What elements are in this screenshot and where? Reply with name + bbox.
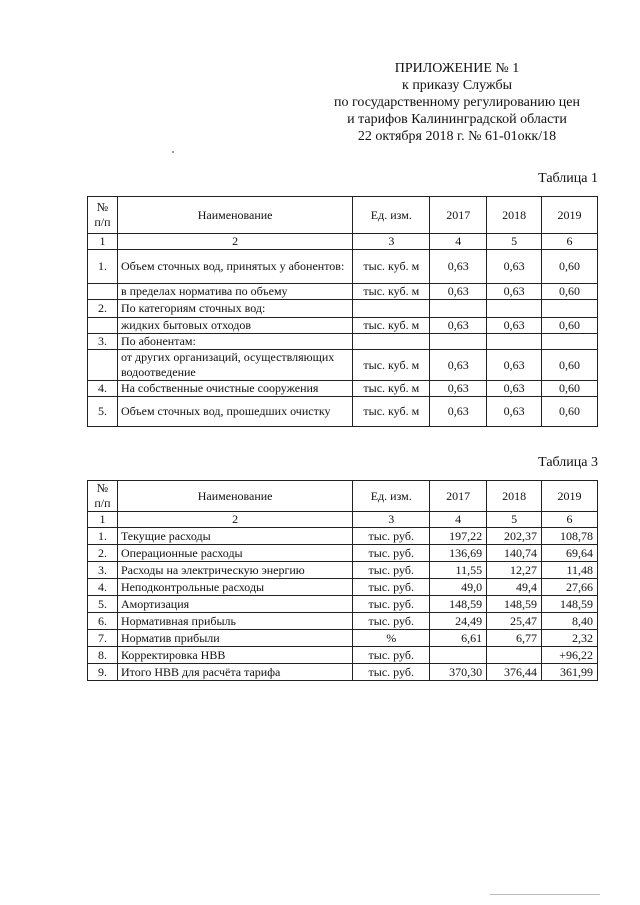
- row-number: 6.: [88, 613, 118, 630]
- value-2019: [542, 334, 598, 350]
- row-unit: тыс. куб. м: [353, 381, 430, 397]
- row-name: от других организаций, осуществляющих водоотведение: [117, 350, 352, 381]
- value-2017: [430, 334, 487, 350]
- table-row: [88, 579, 598, 596]
- row-name: Расходы на электрическую энергию: [117, 562, 352, 579]
- col-header-unit: Ед. изм.: [353, 481, 430, 512]
- value-2018: 49,4: [487, 579, 542, 596]
- row-name: На собственные очистные сооружения: [117, 381, 352, 397]
- row-unit: тыс. руб.: [353, 596, 430, 613]
- table-row: [88, 664, 598, 681]
- value-2019: [542, 300, 598, 318]
- value-2018: 6,77: [487, 630, 542, 647]
- col-number: 3: [353, 234, 430, 250]
- col-number: 6: [542, 512, 598, 528]
- col-number: 1: [88, 512, 118, 528]
- table3-body: [88, 528, 598, 681]
- value-2018: 0,63: [487, 318, 542, 334]
- value-2017: 0,63: [430, 250, 487, 284]
- row-number: [88, 350, 118, 381]
- table-row: [88, 381, 598, 397]
- col-header-number: № п/п: [88, 481, 118, 512]
- value-2017: 148,59: [430, 596, 487, 613]
- row-number: [88, 284, 118, 300]
- table-row: [88, 528, 598, 545]
- table3-column-numbers-row: [88, 512, 598, 528]
- value-2017: 197,22: [430, 528, 487, 545]
- col-header-2019: 2019: [542, 197, 598, 234]
- table-row: [88, 647, 598, 664]
- row-unit: тыс. руб.: [353, 545, 430, 562]
- col-number: 6: [542, 234, 598, 250]
- row-unit: тыс. руб.: [353, 562, 430, 579]
- table1-header-row: [88, 197, 598, 234]
- appendix-title: ПРИЛОЖЕНИЕ № 1: [394, 61, 520, 76]
- col-number: 5: [487, 234, 542, 250]
- col-header-2017: 2017: [430, 197, 487, 234]
- value-2017: 0,63: [430, 284, 487, 300]
- row-number: 9.: [88, 664, 118, 681]
- row-unit: %: [353, 630, 430, 647]
- value-2019: 0,60: [542, 318, 598, 334]
- value-2018: 0,63: [487, 284, 542, 300]
- col-number: 1: [88, 234, 118, 250]
- table-3: [87, 480, 598, 681]
- col-header-2017: 2017: [430, 481, 487, 512]
- value-2018: 202,37: [487, 528, 542, 545]
- table3-header-row: [88, 481, 598, 512]
- col-number: 2: [117, 234, 352, 250]
- row-unit: тыс. руб.: [353, 664, 430, 681]
- value-2019: 8,40: [542, 613, 598, 630]
- row-number: 3.: [88, 562, 118, 579]
- row-unit: [353, 334, 430, 350]
- row-unit: тыс. куб. м: [353, 250, 430, 284]
- row-name: Операционные расходы: [117, 545, 352, 562]
- row-number: 3.: [88, 334, 118, 350]
- table-row: [88, 300, 598, 318]
- value-2017: 370,30: [430, 664, 487, 681]
- value-2019: 0,60: [542, 397, 598, 427]
- value-2017: 0,63: [430, 397, 487, 427]
- table-row: [88, 562, 598, 579]
- row-number: 2.: [88, 545, 118, 562]
- value-2019: 0,60: [542, 250, 598, 284]
- row-number: 1.: [88, 528, 118, 545]
- col-number: 3: [353, 512, 430, 528]
- value-2019: 361,99: [542, 664, 598, 681]
- value-2018: 12,27: [487, 562, 542, 579]
- value-2019: 0,60: [542, 381, 598, 397]
- col-number: 4: [430, 512, 487, 528]
- table-row: [88, 334, 598, 350]
- row-number: 7.: [88, 630, 118, 647]
- value-2017: 0,63: [430, 350, 487, 381]
- value-2017: 0,63: [430, 381, 487, 397]
- row-unit: тыс. руб.: [353, 579, 430, 596]
- value-2018: 140,74: [487, 545, 542, 562]
- value-2018: 0,63: [487, 250, 542, 284]
- row-name: Итого НВВ для расчёта тарифа: [117, 664, 352, 681]
- value-2019: 2,32: [542, 630, 598, 647]
- row-name: По категориям сточных вод:: [117, 300, 352, 318]
- scan-edge-line: [490, 894, 600, 895]
- col-header-name: Наименование: [117, 481, 352, 512]
- row-name: жидких бытовых отходов: [117, 318, 352, 334]
- value-2018: 0,63: [487, 397, 542, 427]
- table-row: [88, 284, 598, 300]
- table-1: [87, 196, 598, 427]
- row-name: в пределах норматива по объему: [117, 284, 352, 300]
- value-2018: 376,44: [487, 664, 542, 681]
- value-2017: [430, 647, 487, 664]
- col-header-2018: 2018: [487, 481, 542, 512]
- value-2019: +96,22: [542, 647, 598, 664]
- row-unit: тыс. руб.: [353, 613, 430, 630]
- table1-column-numbers-row: [88, 234, 598, 250]
- row-number: 5.: [88, 596, 118, 613]
- order-date-number: 22 октября 2018 г. № 61-01окк/18: [357, 129, 557, 144]
- row-name: Объем сточных вод, прошедших очистку: [117, 397, 352, 427]
- value-2018: 0,63: [487, 350, 542, 381]
- table-row: [88, 630, 598, 647]
- value-2017: 11,55: [430, 562, 487, 579]
- value-2019: 27,66: [542, 579, 598, 596]
- row-name: Неподконтрольные расходы: [117, 579, 352, 596]
- col-header-name: Наименование: [117, 197, 352, 234]
- value-2019: 11,48: [542, 562, 598, 579]
- row-unit: тыс. куб. м: [353, 350, 430, 381]
- row-number: 4.: [88, 381, 118, 397]
- row-number: 1.: [88, 250, 118, 284]
- row-unit: [353, 300, 430, 318]
- value-2019: 108,78: [542, 528, 598, 545]
- col-header-number: № п/п: [88, 197, 118, 234]
- value-2017: 136,69: [430, 545, 487, 562]
- row-unit: тыс. руб.: [353, 647, 430, 664]
- row-unit: тыс. руб.: [353, 528, 430, 545]
- col-header-2018: 2018: [487, 197, 542, 234]
- col-header-2019: 2019: [542, 481, 598, 512]
- value-2018: 25,47: [487, 613, 542, 630]
- table1-caption: Таблица 1: [538, 171, 598, 186]
- value-2018: 0,63: [487, 381, 542, 397]
- value-2017: [430, 300, 487, 318]
- table-row: [88, 350, 598, 381]
- row-number: [88, 318, 118, 334]
- row-name: Объем сточных вод, принятых у абонентов:: [117, 250, 352, 284]
- value-2017: 6,61: [430, 630, 487, 647]
- table-row: [88, 545, 598, 562]
- value-2019: 0,60: [542, 350, 598, 381]
- scan-speck: [172, 151, 174, 153]
- value-2019: 0,60: [542, 284, 598, 300]
- value-2019: 69,64: [542, 545, 598, 562]
- order-reference: к приказу Службы: [402, 78, 512, 93]
- row-name: Норматив прибыли: [117, 630, 352, 647]
- col-number: 4: [430, 234, 487, 250]
- service-name-line-1: по государственному регулированию цен: [334, 95, 580, 110]
- value-2018: 148,59: [487, 596, 542, 613]
- row-number: 2.: [88, 300, 118, 318]
- row-number: 4.: [88, 579, 118, 596]
- row-name: Корректировка НВВ: [117, 647, 352, 664]
- value-2018: [487, 334, 542, 350]
- row-number: 5.: [88, 397, 118, 427]
- row-name: Амортизация: [117, 596, 352, 613]
- row-name: Текущие расходы: [117, 528, 352, 545]
- table-row: [88, 318, 598, 334]
- value-2018: [487, 647, 542, 664]
- table-row: [88, 397, 598, 427]
- row-name: По абонентам:: [117, 334, 352, 350]
- value-2017: 24,49: [430, 613, 487, 630]
- value-2018: [487, 300, 542, 318]
- row-unit: тыс. куб. м: [353, 397, 430, 427]
- col-number: 5: [487, 512, 542, 528]
- service-name-line-2: и тарифов Калининградской области: [347, 112, 567, 127]
- col-number: 2: [117, 512, 352, 528]
- value-2017: 49,0: [430, 579, 487, 596]
- row-unit: тыс. куб. м: [353, 284, 430, 300]
- row-name: Нормативная прибыль: [117, 613, 352, 630]
- table-row: [88, 613, 598, 630]
- row-unit: тыс. куб. м: [353, 318, 430, 334]
- col-header-unit: Ед. изм.: [353, 197, 430, 234]
- table3-caption: Таблица 3: [538, 455, 598, 470]
- table-row: [88, 596, 598, 613]
- document-header: [334, 60, 580, 145]
- table1-body: [88, 250, 598, 427]
- table-row: [88, 250, 598, 284]
- row-number: 8.: [88, 647, 118, 664]
- value-2017: 0,63: [430, 318, 487, 334]
- value-2019: 148,59: [542, 596, 598, 613]
